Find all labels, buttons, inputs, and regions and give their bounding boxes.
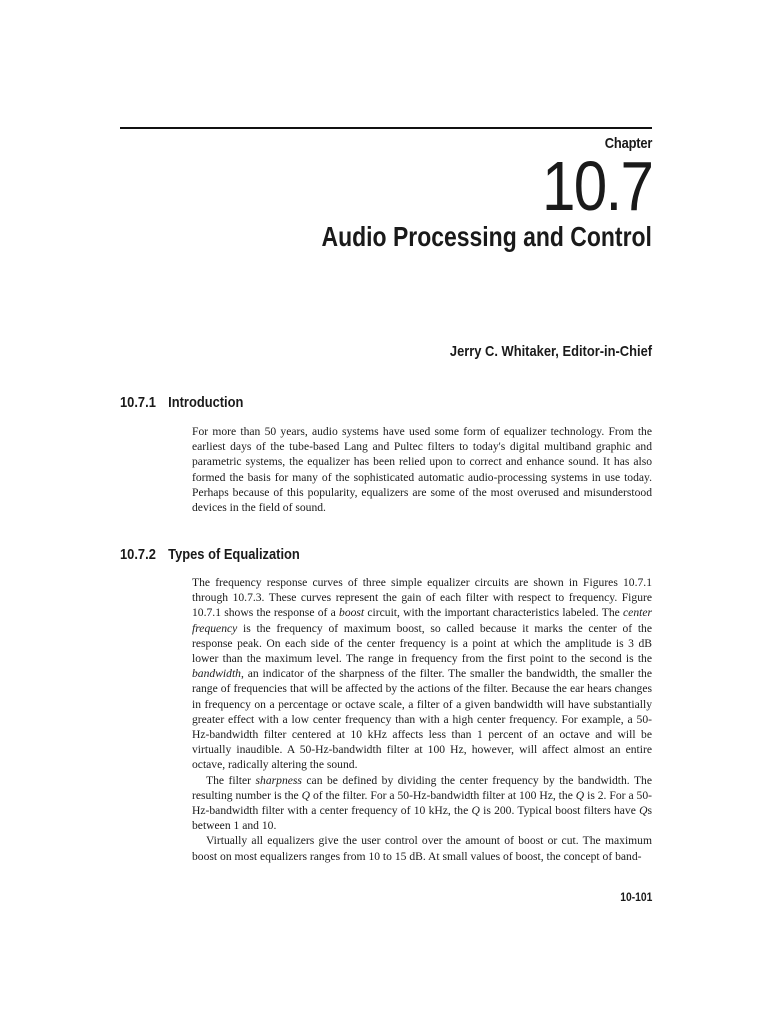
- page-number: 10-101: [619, 890, 652, 904]
- chapter-number: 10.7: [541, 147, 652, 225]
- paragraph: The filter sharpness can be defined by dividing the center frequency by the bandwidth. The resulting number is the Q of the filter. For a 50-Hz-bandwidth filter at 100 Hz, the Q is 2. For a 50-Hz-bandwidth filter with a center frequency of 10 kHz, the Q is 200. Typical boost filters have Qs between 1 and 10.: [192, 773, 653, 833]
- paragraph: For more than 50 years, audio systems have used some form of equalizer technology. From the earliest days of the tube-based Lang and Pultec filters to today's digital multiband graphic and parametric systems, the equalizer has been relied upon to correct and enhance sound. It has also formed the basis for many of the sophisticated automatic audio-processing systems in use today. Perhaps because of this popularity, equalizers are some of the most overused and misunderstood devices in the field of sound.: [192, 425, 652, 515]
- section-title: Types of Equalization: [168, 546, 300, 563]
- section-number: 10.7.1: [120, 394, 156, 411]
- types-of-equalization-body: [192, 575, 652, 864]
- chapter-rule: [120, 127, 652, 129]
- paragraph: Virtually all equalizers give the user control over the amount of boost or cut. The maximum boost on most equalizers ranges from 10 to 15 dB. At small values of boost, the concept of band-: [192, 834, 652, 863]
- section-heading-introduction: [120, 393, 243, 413]
- introduction-body: [192, 424, 652, 515]
- section-heading-types-of-equalization: [120, 545, 300, 565]
- section-number: 10.7.2: [120, 546, 156, 563]
- paragraph: The frequency response curves of three simple equalizer circuits are shown in Figures 10.7.1 through 10.7.3. These curves represent the gain of each filter with respect to frequency. Figure 10.7.1 shows the response of a boost circuit, with the important characteristics labeled. The center frequency is the frequency of maximum boost, so called because it marks the center of the response peak. On each side of the center frequency is a point at which the amplitude is 3 dB lower than the maximum level. The range in frequency from the first point to the second is the bandwidth, an indicator of the sharpness of the filter. The smaller the bandwidth, the smaller the range of frequencies that will be affected by the actions of the filter. Because the ear hears changes in frequency on a percentage or octave scale, a filter of a given bandwidth will have substantially greater effect with a low center frequency than with a high center frequency. For example, a 50-Hz-bandwidth filter centered at 10 kHz affects less than 1 percent of an octave and will be virtually inaudible. A 50-Hz-bandwidth filter at 100 Hz, however, will affect almost an entire octave, radically altering the sound.: [192, 576, 652, 772]
- author-line: Jerry C. Whitaker, Editor-in-Chief: [449, 343, 652, 360]
- chapter-label: Chapter: [604, 135, 652, 152]
- chapter-title: Audio Processing and Control: [321, 221, 652, 252]
- section-title: Introduction: [168, 394, 244, 411]
